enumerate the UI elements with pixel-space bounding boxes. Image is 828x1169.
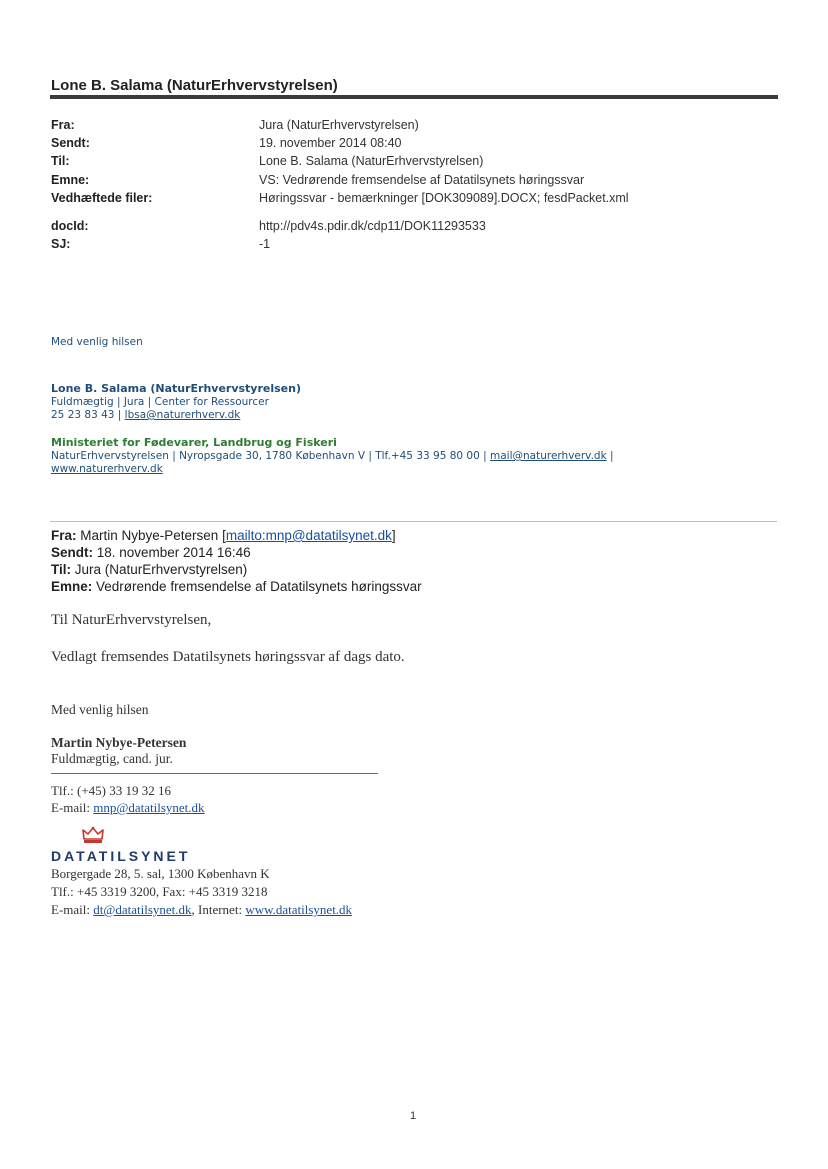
ministry-address-sep: |: [606, 450, 614, 462]
forwarded-header: [51, 527, 422, 595]
forward-divider: [50, 521, 777, 522]
fwd-til-row: [51, 561, 422, 578]
sender-email-label: E-mail:: [51, 800, 94, 815]
fwd-til-value: Jura (NaturErhvervstyrelsen): [71, 562, 248, 577]
til-value: Lone B. Salama (NaturErhvervstyrelsen): [259, 154, 484, 169]
docid-value: http://pdv4s.pdir.dk/cdp11/DOK11293533: [259, 218, 486, 233]
sender-phone: Tlf.: (+45) 33 19 32 16: [51, 783, 171, 798]
fwd-mailto-link[interactable]: mailto:mnp@datatilsynet.dk: [225, 528, 392, 543]
attachments-label: Vedhæftede filer:: [51, 190, 153, 205]
datatilsynet-email-label: E-mail:: [51, 902, 94, 917]
signature-rule: [51, 773, 378, 774]
sender-email-row: [51, 800, 205, 816]
body-greeting: Med venlig hilsen: [51, 702, 149, 717]
fwd-til-label: Til:: [51, 562, 71, 577]
ministry-address: [51, 450, 614, 462]
signature-name: Lone B. Salama (NaturErhvervstyrelsen): [51, 382, 301, 395]
sender-header: Lone B. Salama (NaturErhvervstyrelsen): [51, 77, 338, 94]
header-rule: [50, 95, 778, 99]
fwd-emne-value: Vedrørende fremsendelse af Datatilsynets høringssvar: [92, 579, 422, 594]
message-text: Vedlagt fremsendes Datatilsynets høringssvar af dags dato.: [51, 649, 405, 665]
sendt-label: Sendt:: [51, 136, 90, 151]
salutation: Til NaturErhvervstyrelsen,: [51, 612, 212, 628]
fwd-fra-row: [51, 527, 422, 544]
signature-contact: [51, 409, 240, 421]
email-metadata: [51, 116, 629, 253]
signature-greeting: Med venlig hilsen: [51, 336, 143, 348]
fra-value: Jura (NaturErhvervstyrelsen): [259, 118, 419, 132]
ministry-website-row: [51, 463, 163, 475]
til-label: Til:: [51, 154, 70, 169]
fwd-sendt-label: Sendt:: [51, 545, 93, 560]
sendt-value: 19. november 2014 08:40: [259, 136, 402, 151]
fwd-fra-close: ]: [391, 528, 396, 543]
datatilsynet-internet-label: , Internet:: [191, 902, 246, 917]
emne-value: VS: Vedrørende fremsendelse af Datatilsynets høringssvar: [259, 172, 585, 187]
docid-label: docId:: [51, 218, 89, 233]
datatilsynet-email-link[interactable]: dt@datatilsynet.dk: [93, 902, 192, 917]
signature-title: Fuldmægtig | Jura | Center for Ressourcer: [51, 396, 269, 408]
signature-phone: 25 23 83 43 |: [51, 409, 125, 421]
ministry-email-link[interactable]: mail@naturerhverv.dk: [490, 450, 607, 462]
ministry-name: Ministeriet for Fødevarer, Landbrug og Fiskeri: [51, 436, 337, 449]
fra-label: Fra:: [51, 118, 75, 132]
attachments-value: Høringssvar - bemærkninger [DOK309089].DOCX; fesdPacket.xml: [259, 190, 629, 205]
crown-icon: [82, 826, 104, 844]
sj-label: SJ:: [51, 237, 71, 252]
datatilsynet-website-link[interactable]: www.datatilsynet.dk: [245, 902, 353, 917]
datatilsynet-logo-text: DATATILSYNET: [51, 848, 191, 864]
datatilsynet-address: Borgergade 28, 5. sal, 1300 København K: [51, 866, 270, 881]
sender-title: Fuldmægtig, cand. jur.: [51, 751, 173, 766]
fwd-fra-name: Martin Nybye-Petersen [: [76, 528, 226, 543]
page-number: 1: [410, 1110, 417, 1122]
fwd-emne-label: Emne:: [51, 579, 93, 594]
emne-label: Emne:: [51, 172, 90, 187]
datatilsynet-email-row: [51, 901, 352, 919]
fwd-sendt-row: [51, 544, 422, 561]
fwd-sendt-value: 18. november 2014 16:46: [93, 545, 251, 560]
datatilsynet-phone-fax: Tlf.: +45 3319 3200, Fax: +45 3319 3218: [51, 884, 268, 899]
datatilsynet-contact: [51, 865, 352, 919]
ministry-website-link[interactable]: www.naturerhverv.dk: [51, 463, 163, 475]
sj-value: -1: [259, 237, 271, 252]
ministry-address-text: NaturErhvervstyrelsen | Nyropsgade 30, 1780 København V | Tlf.+45 33 95 80 00 |: [51, 450, 490, 462]
signature-email-link[interactable]: lbsa@naturerhverv.dk: [124, 409, 241, 421]
sender-name: Martin Nybye-Petersen: [51, 735, 187, 750]
fwd-emne-row: [51, 578, 422, 595]
fwd-fra-label: Fra:: [51, 528, 77, 543]
sender-email-link[interactable]: mnp@datatilsynet.dk: [93, 800, 205, 815]
